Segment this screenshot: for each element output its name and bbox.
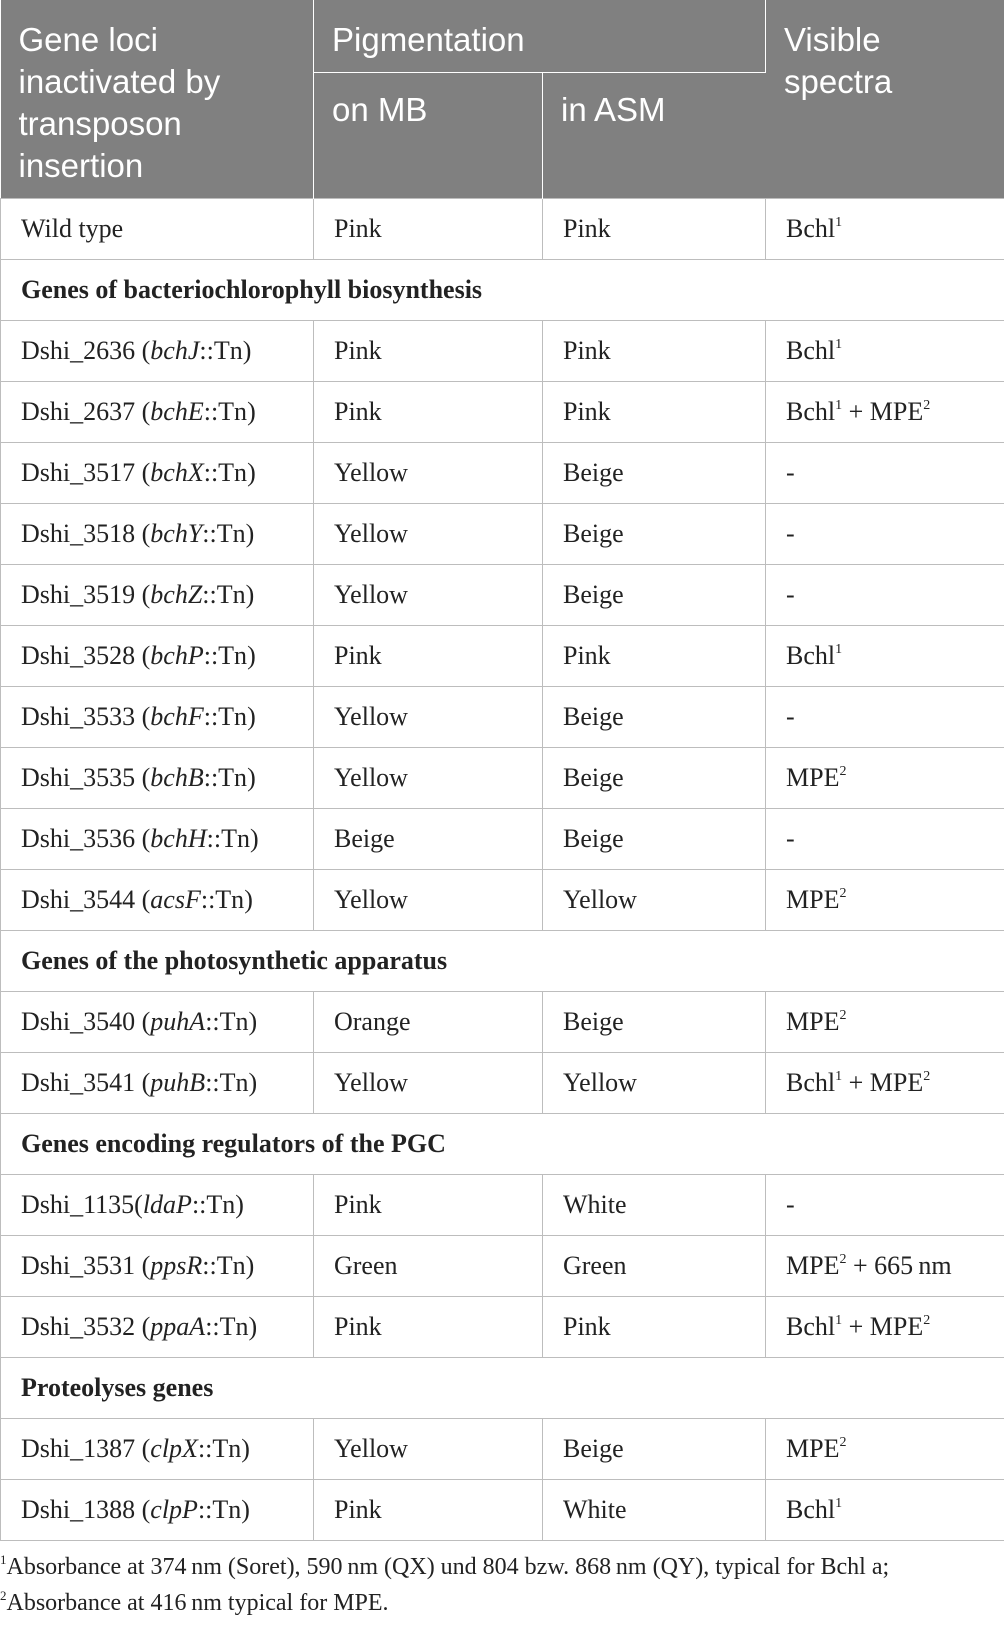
locus-id: Dshi_3533 [21, 701, 136, 731]
pigmentation-asm-cell: Green [543, 1235, 766, 1296]
pigmentation-asm-cell: White [543, 1174, 766, 1235]
gene-locus-cell: Dshi_3536 (bchH::Tn) [1, 808, 314, 869]
gene-name: clpX [150, 1433, 198, 1463]
footnote-mark: 2 [923, 1068, 931, 1084]
gene-name: bchH [150, 823, 207, 853]
gene-name: bchX [150, 457, 204, 487]
visible-spectra-cell [766, 1235, 1004, 1296]
gene-name: ppsR [150, 1250, 203, 1280]
insertion-suffix: ::Tn [206, 823, 250, 853]
visible-spectra-cell [766, 320, 1004, 381]
table-row [1, 1418, 1004, 1479]
table-row [1, 1235, 1004, 1296]
gene-name: bchF [150, 701, 204, 731]
gene-locus-cell: Dshi_3532 (ppaA::Tn) [1, 1296, 314, 1357]
pigmentation-mb-cell: Yellow [314, 869, 543, 930]
pigmentation-asm-cell: Beige [543, 686, 766, 747]
insertion-suffix: ::Tn [202, 518, 246, 548]
pigmentation-mb-cell: Yellow [314, 442, 543, 503]
gene-name: bchB [150, 762, 204, 792]
spectra-text: Bchl [786, 213, 836, 243]
header-on-mb: on MB [314, 72, 543, 198]
locus-id: Dshi_3536 [21, 823, 136, 853]
insertion-suffix: ::Tn [203, 396, 248, 426]
gene-name: clpP [150, 1494, 198, 1524]
footnote-mark: 1 [835, 1495, 843, 1511]
gene-locus-cell: Dshi_1387 (clpX::Tn) [1, 1418, 314, 1479]
locus-id: Dshi_3519 [21, 579, 136, 609]
footnote-text: Absorbance at 374 nm (Soret), 590 nm (QX) und 804 bzw. 868 nm (QY), typical for Bchl a; [6, 1553, 890, 1580]
insertion-suffix: ::Tn [203, 457, 248, 487]
insertion-suffix: ::Tn [203, 701, 248, 731]
locus-id: Dshi_3532 [21, 1311, 136, 1341]
pigmentation-mb-cell: Pink [314, 1174, 543, 1235]
pigmentation-asm-cell: White [543, 1479, 766, 1540]
gene-locus-cell: Dshi_3531 (ppsR::Tn) [1, 1235, 314, 1296]
pigmentation-asm-cell: Beige [543, 503, 766, 564]
locus-id: Dshi_3541 [21, 1067, 136, 1097]
gene-locus-cell: Dshi_3518 (bchY::Tn) [1, 503, 314, 564]
pigmentation-mb-cell: Pink [314, 198, 543, 259]
header-gene-loci: Gene loci inactivated by transposon insertion [1, 0, 314, 198]
footnote-line [0, 1585, 1004, 1621]
footnote-mark: 2 [839, 1251, 847, 1267]
footnote-mark: 1 [835, 214, 843, 230]
insertion-suffix: ::Tn [202, 579, 246, 609]
pigmentation-mb-cell: Green [314, 1235, 543, 1296]
gene-locus-cell: Dshi_1388 (clpP::Tn) [1, 1479, 314, 1540]
section-label: Proteolyses genes [1, 1357, 1004, 1418]
locus-id: Dshi_3544 [21, 884, 136, 914]
spectra-text: - [786, 823, 795, 853]
footnote-mark: 2 [923, 1312, 931, 1328]
locus-id: Wild type [21, 213, 124, 243]
table-row [1, 869, 1004, 930]
insertion-suffix: ::Tn [197, 1494, 242, 1524]
table-row [1, 1174, 1004, 1235]
visible-spectra-cell [766, 503, 1004, 564]
visible-spectra-cell [766, 564, 1004, 625]
header-visible-spectra: Visible spectra [766, 0, 1004, 198]
pigmentation-asm-cell: Beige [543, 1418, 766, 1479]
insertion-suffix: ::Tn [202, 1250, 246, 1280]
gene-locus-cell: Dshi_2637 (bchE::Tn) [1, 381, 314, 442]
pigmentation-mb-cell: Pink [314, 1479, 543, 1540]
table-row [1, 808, 1004, 869]
pigmentation-asm-cell: Yellow [543, 1052, 766, 1113]
pigmentation-mb-cell: Pink [314, 1296, 543, 1357]
visible-spectra-cell [766, 198, 1004, 259]
header-pigmentation: Pigmentation [314, 0, 766, 72]
section-row [1, 1113, 1004, 1174]
visible-spectra-cell [766, 1296, 1004, 1357]
visible-spectra-cell [766, 747, 1004, 808]
table-row [1, 1296, 1004, 1357]
spectra-text: - [786, 701, 795, 731]
footnote-text: Absorbance at 416 nm typical for MPE. [6, 1589, 389, 1616]
footnote-mark: 2 [839, 763, 847, 779]
locus-id: Dshi_3540 [21, 1006, 136, 1036]
pigmentation-asm-cell: Beige [543, 991, 766, 1052]
gene-name: bchY [150, 518, 203, 548]
visible-spectra-cell [766, 1174, 1004, 1235]
pigmentation-mb-cell: Yellow [314, 564, 543, 625]
gene-locus-cell: Dshi_3544 (acsF::Tn) [1, 869, 314, 930]
footnote-mark: 1 [835, 397, 843, 413]
pigmentation-mb-cell: Yellow [314, 1052, 543, 1113]
locus-id: Dshi_2637 [21, 396, 136, 426]
gene-name: acsF [150, 884, 201, 914]
locus-id: Dshi_1388 [21, 1494, 136, 1524]
visible-spectra-cell [766, 808, 1004, 869]
pigmentation-asm-cell: Beige [543, 564, 766, 625]
gene-name: bchP [150, 640, 204, 670]
table-row [1, 381, 1004, 442]
section-row [1, 259, 1004, 320]
table-row [1, 625, 1004, 686]
pigmentation-asm-cell: Beige [543, 808, 766, 869]
footnote-mark: 1 [835, 336, 843, 352]
pigmentation-asm-cell: Beige [543, 442, 766, 503]
locus-id: Dshi_3528 [21, 640, 136, 670]
section-label: Genes encoding regulators of the PGC [1, 1113, 1004, 1174]
locus-id: Dshi_2636 [21, 335, 136, 365]
pigmentation-mb-cell: Yellow [314, 686, 543, 747]
pigmentation-mb-cell: Pink [314, 320, 543, 381]
visible-spectra-cell [766, 1479, 1004, 1540]
footnote-mark: 1 [835, 1068, 843, 1084]
header-in-asm: in ASM [543, 72, 766, 198]
spectra-text: + MPE [842, 396, 924, 426]
spectra-text: MPE [786, 1433, 840, 1463]
spectra-text: + MPE [842, 1067, 924, 1097]
pigmentation-asm-cell: Pink [543, 625, 766, 686]
section-label: Genes of bacteriochlorophyll biosynthesis [1, 259, 1004, 320]
spectra-text: - [786, 457, 795, 487]
pigmentation-mb-cell: Pink [314, 381, 543, 442]
spectra-text: MPE [786, 1250, 840, 1280]
spectra-text: - [786, 1189, 795, 1219]
insertion-suffix: ::Tn [203, 762, 248, 792]
spectra-text: - [786, 579, 795, 609]
insertion-suffix: ::Tn [200, 884, 245, 914]
visible-spectra-cell [766, 1418, 1004, 1479]
spectra-text: MPE [786, 884, 840, 914]
gene-locus-cell: Dshi_3540 (puhA::Tn) [1, 991, 314, 1052]
spectra-text: Bchl [786, 335, 836, 365]
spectra-text: - [786, 518, 795, 548]
table-row [1, 564, 1004, 625]
footnote-mark: 1 [835, 641, 843, 657]
pigmentation-asm-cell: Pink [543, 381, 766, 442]
visible-spectra-cell [766, 869, 1004, 930]
section-row [1, 1357, 1004, 1418]
locus-id: Dshi_3531 [21, 1250, 136, 1280]
locus-id: Dshi_3535 [21, 762, 136, 792]
gene-locus-cell: Dshi_3541 (puhB::Tn) [1, 1052, 314, 1113]
spectra-text: Bchl [786, 1067, 836, 1097]
spectra-text: Bchl [786, 1311, 836, 1341]
insertion-suffix: ::Tn [205, 1006, 249, 1036]
locus-id: Dshi_3518 [21, 518, 136, 548]
footnote-line [0, 1549, 1004, 1585]
spectra-text: + 665 nm [846, 1250, 952, 1280]
spectra-text: MPE [786, 762, 840, 792]
gene-name: ppaA [150, 1311, 206, 1341]
table-row [1, 1052, 1004, 1113]
section-label: Genes of the photosynthetic apparatus [1, 930, 1004, 991]
table-row [1, 991, 1004, 1052]
gene-locus-cell: Dshi_3519 (bchZ::Tn) [1, 564, 314, 625]
table-row [1, 686, 1004, 747]
pigmentation-asm-cell: Pink [543, 1296, 766, 1357]
gene-locus-cell [1, 198, 314, 259]
table-row [1, 442, 1004, 503]
footnote-mark: 1 [0, 1551, 7, 1567]
gene-name: puhA [150, 1006, 206, 1036]
gene-name: bchZ [150, 579, 203, 609]
gene-locus-cell: Dshi_1135(ldaP::Tn) [1, 1174, 314, 1235]
pigmentation-asm-cell: Yellow [543, 869, 766, 930]
spectra-text: + MPE [842, 1311, 924, 1341]
gene-name: ldaP [142, 1189, 192, 1219]
gene-name: bchE [150, 396, 204, 426]
visible-spectra-cell [766, 686, 1004, 747]
footnote-mark: 2 [923, 397, 931, 413]
locus-id: Dshi_1387 [21, 1433, 136, 1463]
pigmentation-mb-cell: Pink [314, 625, 543, 686]
pigmentation-mb-cell: Yellow [314, 1418, 543, 1479]
footnotes [0, 1541, 1004, 1621]
spectra-text: Bchl [786, 396, 836, 426]
spectra-text: Bchl [786, 1494, 836, 1524]
insertion-suffix: ::Tn [205, 1067, 249, 1097]
pigmentation-asm-cell: Pink [543, 198, 766, 259]
visible-spectra-cell [766, 991, 1004, 1052]
footnote-mark: 2 [839, 885, 847, 901]
locus-id: Dshi_1135 [21, 1189, 135, 1219]
table-row [1, 198, 1004, 259]
footnote-mark: 2 [839, 1434, 847, 1450]
visible-spectra-cell [766, 1052, 1004, 1113]
gene-name: puhB [150, 1067, 206, 1097]
table-row [1, 503, 1004, 564]
table-row [1, 1479, 1004, 1540]
table-row [1, 747, 1004, 808]
spectra-text: Bchl [786, 640, 836, 670]
gene-name: bchJ [150, 335, 200, 365]
table-header [1, 0, 1004, 198]
insertion-suffix: ::Tn [203, 640, 248, 670]
footnote-mark: 1 [835, 1312, 843, 1328]
table-row [1, 320, 1004, 381]
gene-locus-cell: Dshi_3517 (bchX::Tn) [1, 442, 314, 503]
gene-locus-cell: Dshi_2636 (bchJ::Tn) [1, 320, 314, 381]
pigmentation-mb-cell: Yellow [314, 503, 543, 564]
insertion-suffix: ::Tn [199, 335, 243, 365]
footnote-mark: 2 [839, 1007, 847, 1023]
visible-spectra-cell [766, 381, 1004, 442]
pigmentation-mb-cell: Beige [314, 808, 543, 869]
pigmentation-mb-cell: Orange [314, 991, 543, 1052]
gene-locus-cell: Dshi_3535 (bchB::Tn) [1, 747, 314, 808]
gene-locus-cell: Dshi_3528 (bchP::Tn) [1, 625, 314, 686]
locus-id: Dshi_3517 [21, 457, 136, 487]
footnote-mark: 2 [0, 1587, 7, 1603]
insertion-suffix: ::Tn [191, 1189, 236, 1219]
section-row [1, 930, 1004, 991]
insertion-suffix: ::Tn [197, 1433, 242, 1463]
visible-spectra-cell [766, 442, 1004, 503]
spectra-text: MPE [786, 1006, 840, 1036]
gene-locus-cell: Dshi_3533 (bchF::Tn) [1, 686, 314, 747]
pigmentation-asm-cell: Beige [543, 747, 766, 808]
pigmentation-mb-cell: Yellow [314, 747, 543, 808]
table-body [1, 198, 1004, 1540]
insertion-suffix: ::Tn [205, 1311, 249, 1341]
pigmentation-asm-cell: Pink [543, 320, 766, 381]
visible-spectra-cell [766, 625, 1004, 686]
